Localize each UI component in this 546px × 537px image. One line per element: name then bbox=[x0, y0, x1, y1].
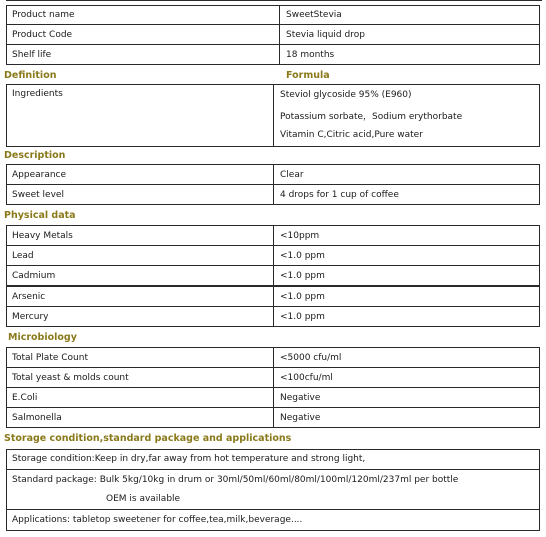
row-value: Clear bbox=[273, 165, 304, 184]
row-value: <10ppm bbox=[273, 226, 319, 245]
row-label: E.Coli bbox=[12, 392, 38, 403]
row-label: Arsenic bbox=[12, 291, 46, 302]
row-label: Salmonella bbox=[12, 412, 62, 423]
row-label: Lead bbox=[12, 250, 34, 261]
section-heading-formula: Formula bbox=[286, 70, 330, 81]
table-row-arsenic bbox=[6, 286, 540, 307]
row-label: Total Plate Count bbox=[12, 352, 88, 363]
section-heading-physical-data: Physical data bbox=[4, 210, 76, 221]
row-value: <5000 cfu/ml bbox=[273, 348, 341, 367]
table-row-yeast-molds bbox=[6, 367, 540, 388]
table-row-storage-condition bbox=[6, 449, 540, 470]
row-label: Total yeast & molds count bbox=[12, 372, 129, 383]
table-row-applications bbox=[6, 509, 540, 531]
row-label: Product Code bbox=[12, 29, 73, 40]
row-label: Mercury bbox=[12, 311, 49, 322]
table-row-salmonella bbox=[6, 407, 540, 428]
section-heading-description: Description bbox=[4, 150, 66, 161]
row-value: <100cfu/ml bbox=[273, 368, 333, 387]
row-label: Product name bbox=[12, 10, 75, 20]
row-label: Ingredients bbox=[12, 89, 63, 99]
ingredient-line: Steviol glycoside 95% (E960) bbox=[280, 90, 412, 100]
row-value: Negative bbox=[273, 408, 320, 427]
row-label: Heavy Metals bbox=[12, 230, 73, 241]
row-value: SweetStevia bbox=[279, 6, 342, 24]
row-value: <1.0 ppm bbox=[273, 246, 325, 265]
standard-package-text: Standard package: Bulk 5kg/10kg in drum or 30ml/50ml/60ml/80ml/100ml/120ml/237ml per bottle bbox=[12, 475, 459, 485]
table-row-ecoli bbox=[6, 387, 540, 408]
table-row-mercury bbox=[6, 306, 540, 327]
ingredient-line: Vitamin C,Citric acid,Pure water bbox=[280, 130, 423, 140]
row-value: 4 drops for 1 cup of coffee bbox=[273, 185, 399, 204]
storage-condition-text: Storage condition:Keep in dry,far away from hot temperature and strong light, bbox=[12, 454, 366, 464]
row-value: Negative bbox=[273, 388, 320, 407]
section-heading-storage: Storage condition,standard package and applications bbox=[4, 433, 292, 444]
ingredients-list bbox=[273, 85, 462, 146]
table-row-product-code bbox=[6, 24, 540, 45]
row-label: Cadmium bbox=[12, 270, 56, 281]
row-value: 18 months bbox=[279, 45, 334, 64]
row-label: Sweet level bbox=[12, 189, 64, 200]
ingredient-line: Potassium sorbate，Sodium erythorbate bbox=[280, 111, 463, 122]
row-label: Appearance bbox=[12, 169, 67, 180]
table-row-lead bbox=[6, 245, 540, 266]
row-value: <1.0 ppm bbox=[273, 266, 325, 285]
applications-text: Applications: tabletop sweetener for coffee,tea,milk,beverage.... bbox=[12, 515, 303, 525]
table-row-total-plate-count bbox=[6, 347, 540, 368]
table-row-appearance bbox=[6, 164, 540, 185]
table-row-cadmium bbox=[6, 265, 540, 286]
row-value: <1.0 ppm bbox=[273, 307, 325, 326]
table-row-heavy-metals bbox=[6, 225, 540, 246]
section-heading-definition: Definition bbox=[4, 70, 57, 81]
row-label: Shelf life bbox=[12, 49, 52, 60]
row-value: Stevia liquid drop bbox=[279, 25, 365, 44]
row-value: <1.0 ppm bbox=[273, 287, 325, 306]
table-row-standard-package bbox=[6, 469, 540, 510]
table-row-ingredients bbox=[6, 84, 540, 147]
table-row-shelf-life bbox=[6, 44, 540, 65]
table-row-product-name bbox=[6, 5, 540, 25]
table-top-border bbox=[6, 0, 542, 1]
oem-text: OEM is available bbox=[106, 494, 181, 504]
section-heading-microbiology: Microbiology bbox=[8, 332, 77, 343]
table-row-sweet-level bbox=[6, 184, 540, 205]
